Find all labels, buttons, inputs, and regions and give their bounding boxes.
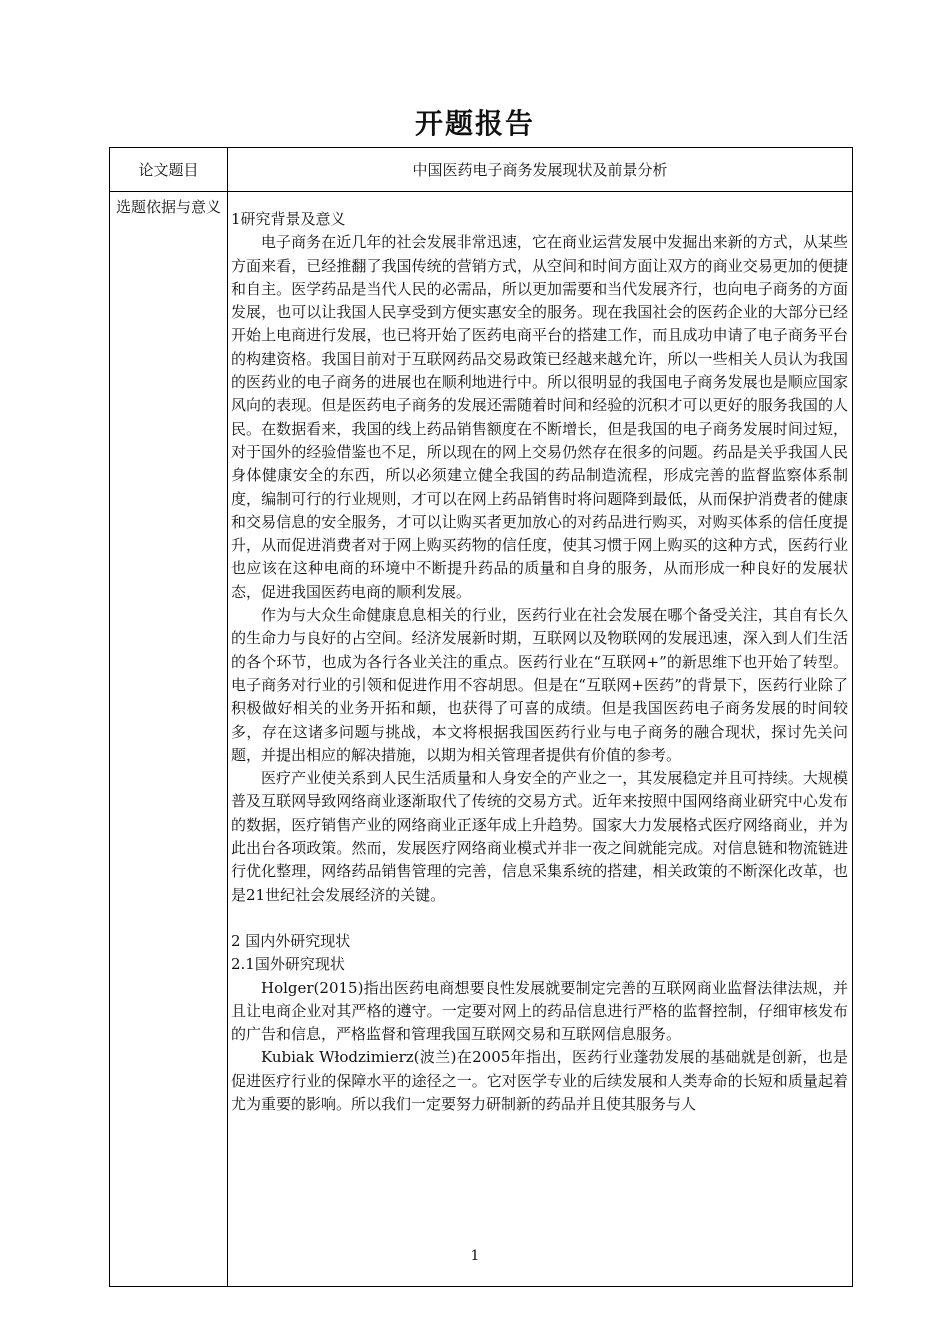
section-heading-1: 1研究背景及意义	[231, 210, 346, 228]
basis-content-cell	[228, 192, 853, 1287]
paragraph-2: 作为与大众生命健康息息相关的行业，医药行业在社会发展在哪个备受关注，其自有长久的生命力与良好的占空间。经济发展新时期，互联网以及物联网的发展迅速，深入到人们生活的各个环节，也成为各行各业关注的重点。医药行业在“互联网+”的新思维下也开始了转型。电子商务对行业的引领和促进作用不容胡思。但是在“互联网+医药”的背景下，医药行业除了积极做好相关的业务开拓和颠，也获得了可喜的成绩。但是我国医药电子商务发展的时间较多，存在这诸多问题与挑战，本文将根据我国医药行业与电子商务的融合现状，探讨先关问题，并提出相应的解决措施，以期为相关管理者提供有价值的参考。	[231, 606, 848, 764]
topic-value: 中国医药电子商务发展现状及前景分析	[228, 148, 853, 192]
paragraph-3: 医疗产业使关系到人民生活质量和人身安全的产业之一，其发展稳定并且可持续。大规模普及互联网导致网络商业逐渐取代了传统的交易方式。近年来按照中国网络商业研究中心发布的数据，医疗销售产业的网络商业正逐年成上升趋势。国家大力发展格式医疗网络商业，并为此出台各项政策。然而，发展医疗网络商业模式并非一夜之间就能完成。对信息链和物流链进行优化整理，网络药品销售管理的完善，信息采集系统的搭建，相关政策的不断深化改革，也是21世纪社会发展经济的关键。	[231, 769, 848, 904]
page-title: 开题报告	[414, 107, 535, 140]
report-table	[109, 147, 853, 1287]
paragraph-4: Holger(2015)指出医药电商想要良性发展就要制定完善的互联网商业监督法律法规，并且让电商企业对其严格的遵守。一定要对网上的药品信息进行严格的监督控制，仔细审核发布的广告和信息，严格监督和管理我国互联网交易和互联网信息服务。	[231, 978, 848, 1044]
topic-row	[110, 148, 853, 192]
section-heading-2-1: 2.1国外研究现状	[231, 955, 345, 974]
paragraph-1: 电子商务在近几年的社会发展非常迅速，它在商业运营发展中发掘出来新的方式，从某些方面来看，已经推翻了我国传统的营销方式，从空间和时间方面让双方的商业交易更加的便捷和自主。医学药品是当代人民的必需品，所以更加需要和当代发展齐行，也向电子商务的方面发展，也可以让我国人民享受到方便实惠安全的服务。现在我国社会的医药企业的大部分已经开始上电商进行发展，也已将开始了医药电商平台的搭建工作，而且成功申请了电子商务平台的构建资格。我国目前对于互联网药品交易政策已经越来越允许，所以一些相关人员认为我国的医药业的电子商务的进展也在顺利地进行中。所以很明显的我国电子商务发展也是顺应国家风向的表现。但是医药电子商务的发展还需随着时间和经验的沉积才可以更好的服务我国的人民。在数据看来，我国的线上药品销售额度在不断增长，但是我国的电子商务发展时间过短，对于国外的经验借鉴也不足，所以现在的网上交易仍然存在很多的问题。药品是关乎我国人民身体健康安全的东西，所以必须建立健全我国的药品制造流程，形成完善的监督监察体系制度，编制可行的行业规则，才可以在网上药品销售时将问题降到最低，从而保护消费者的健康和交易信息的安全服务，才可以让购买者更加放心的对药品进行购买，对购买体系的信任度提升，从而促进消费者对于网上购买药物的信任度，使其习惯于网上购买的这种方式，医药行业也应该在这种电商的环境中不断提升药品的质量和自身的服务，从而形成一种良好的发展状态，促进我国医药电商的顺利发展。	[231, 233, 848, 601]
basis-content	[228, 192, 852, 1116]
basis-label: 选题依据与意义	[110, 192, 228, 1287]
basis-row	[110, 192, 853, 1287]
page-number: 1	[470, 1248, 480, 1264]
paragraph-5: Kubiak Włodzimierz(波兰)在2005年指出，医药行业蓬勃发展的基础就是创新，也是促进医疗行业的保障水平的途径之一。它对医学专业的后续发展和人类寿命的长短和质量起着尤为重要的影响。所以我们一定要努力研制新的药品并且使其服务与人	[231, 1048, 848, 1113]
section-heading-2: 2 国内外研究现状	[231, 931, 351, 950]
paragraph-gap	[231, 907, 848, 930]
topic-label: 论文题目	[110, 148, 228, 192]
